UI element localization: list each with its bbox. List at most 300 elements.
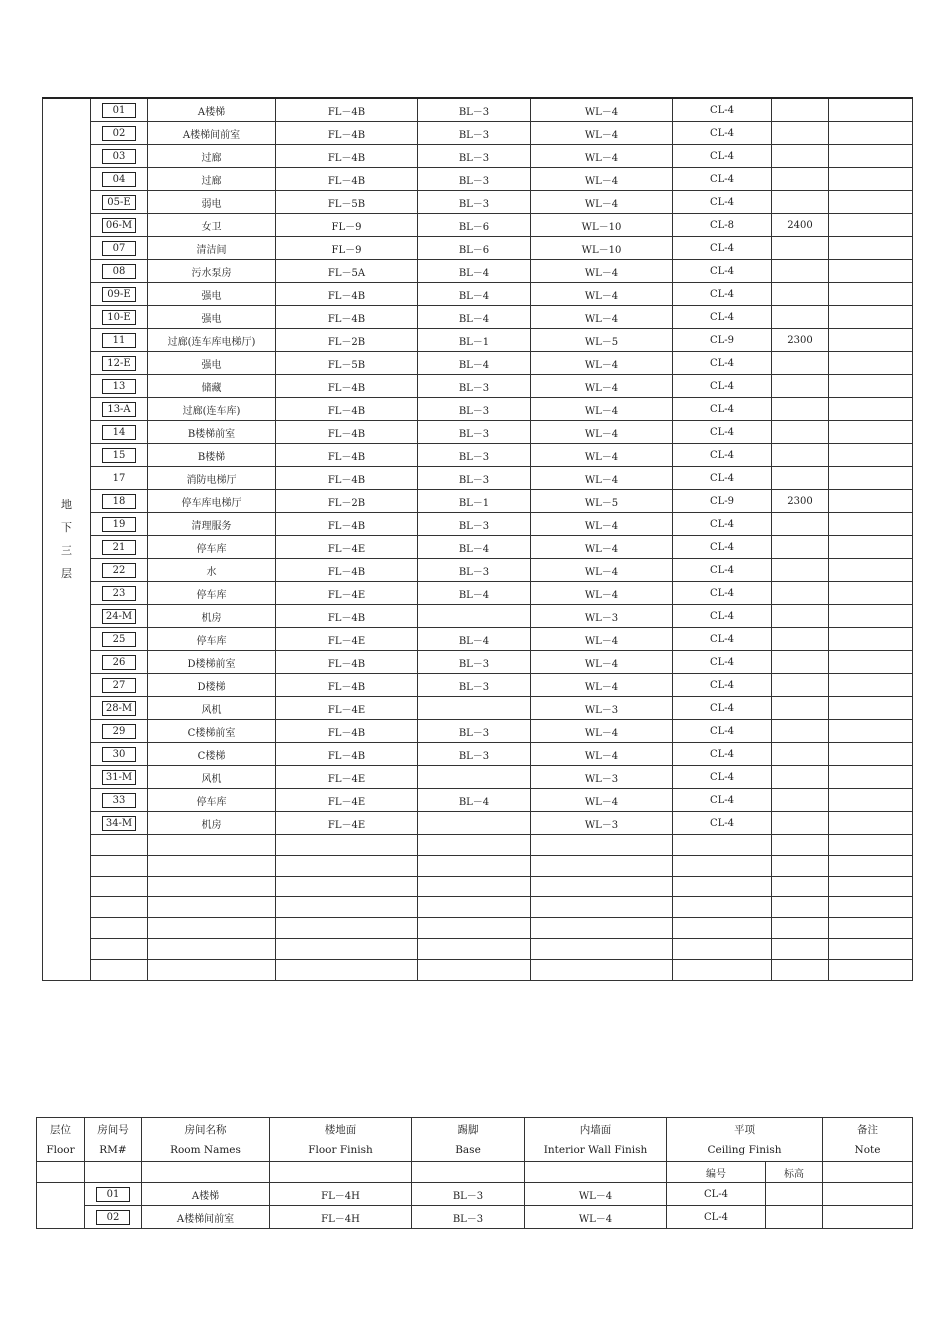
floor-finish: FL－4B	[276, 674, 418, 697]
room-number	[91, 260, 148, 283]
room-number	[91, 375, 148, 398]
table-row	[43, 329, 913, 352]
note	[829, 214, 913, 237]
table-row	[43, 490, 913, 513]
room-number-label: 11	[102, 333, 136, 348]
floor-finish: FL－2B	[276, 329, 418, 352]
base-finish: BL－4	[418, 789, 531, 812]
wall-finish: WL－4	[531, 306, 673, 329]
base-finish: BL－3	[418, 398, 531, 421]
empty-cell	[148, 897, 276, 918]
empty-cell	[91, 918, 148, 939]
ceiling-code: CL-4	[673, 375, 772, 398]
note	[829, 122, 913, 145]
table-row	[43, 812, 913, 835]
empty-cell	[673, 918, 772, 939]
note	[829, 628, 913, 651]
empty-cell	[418, 835, 531, 856]
note	[829, 191, 913, 214]
empty-cell	[772, 876, 829, 897]
ceiling-height	[772, 605, 829, 628]
note	[829, 536, 913, 559]
base-finish: BL－3	[418, 98, 531, 122]
empty-cell	[276, 876, 418, 897]
room-number-label: 27	[102, 678, 136, 693]
room-number-label: 03	[102, 149, 136, 164]
room-name: B楼梯	[148, 444, 276, 467]
wall-finish: WL－4	[531, 398, 673, 421]
room-name: 弱电	[148, 191, 276, 214]
room-number	[85, 1183, 142, 1206]
room-number	[91, 651, 148, 674]
ceiling-code: CL-4	[673, 582, 772, 605]
empty-cell	[673, 959, 772, 980]
ceiling-code: CL-4	[673, 283, 772, 306]
room-number	[91, 398, 148, 421]
note	[829, 306, 913, 329]
wall-finish: WL－3	[531, 605, 673, 628]
room-number	[91, 352, 148, 375]
ceiling-code: CL-4	[673, 628, 772, 651]
note	[829, 375, 913, 398]
base-finish	[418, 812, 531, 835]
note	[829, 283, 913, 306]
empty-cell	[418, 918, 531, 939]
room-number	[91, 490, 148, 513]
floor-finish: FL－4B	[276, 168, 418, 191]
ceiling-code: CL-4	[673, 697, 772, 720]
empty-cell	[673, 938, 772, 959]
base-finish: BL－3	[418, 145, 531, 168]
ceiling-height	[772, 559, 829, 582]
table-row-empty	[43, 959, 913, 980]
empty-cell	[673, 835, 772, 856]
note	[829, 260, 913, 283]
room-number-label: 18	[102, 494, 136, 509]
note	[829, 697, 913, 720]
floor-finish: FL－4E	[276, 789, 418, 812]
empty-cell	[148, 959, 276, 980]
table-row	[43, 674, 913, 697]
ceiling-code: CL-4	[673, 789, 772, 812]
floor-finish: FL－4E	[276, 536, 418, 559]
empty-cell	[91, 897, 148, 918]
wall-finish: WL－4	[531, 789, 673, 812]
room-number	[91, 628, 148, 651]
room-name: 储藏	[148, 375, 276, 398]
table-row	[43, 375, 913, 398]
base-finish: BL－4	[418, 283, 531, 306]
empty-cell	[91, 959, 148, 980]
empty-cell	[148, 835, 276, 856]
table-row	[43, 605, 913, 628]
base-finish: BL－3	[418, 191, 531, 214]
empty-cell	[418, 959, 531, 980]
base-finish: BL－4	[418, 352, 531, 375]
header-room-number: 房间号 RM#	[85, 1118, 142, 1162]
ceiling-height	[772, 697, 829, 720]
ceiling-height: 2300	[772, 490, 829, 513]
wall-finish: WL－10	[531, 214, 673, 237]
ceiling-height	[772, 191, 829, 214]
header-base: 踢脚 Base	[412, 1118, 525, 1162]
ceiling-code: CL-4	[673, 306, 772, 329]
room-number-label: 26	[102, 655, 136, 670]
wall-finish: WL－4	[531, 720, 673, 743]
floor-finish: FL－4E	[276, 766, 418, 789]
room-name: 风机	[148, 766, 276, 789]
floor-char: 地	[61, 498, 72, 512]
room-number	[91, 582, 148, 605]
table-row	[43, 513, 913, 536]
room-number-label: 13	[102, 379, 136, 394]
floor-finish: FL－5B	[276, 191, 418, 214]
floor-finish: FL－4B	[276, 444, 418, 467]
floor-finish: FL－4B	[276, 306, 418, 329]
ceiling-height	[772, 122, 829, 145]
header-note: 备注 Note	[823, 1118, 913, 1162]
wall-finish: WL－4	[531, 444, 673, 467]
room-number-label: 14	[102, 425, 136, 440]
floor-char: 层	[61, 567, 72, 581]
wall-finish: WL－4	[531, 743, 673, 766]
note	[829, 444, 913, 467]
room-number	[91, 605, 148, 628]
table-subheader-row	[37, 1162, 913, 1183]
floor-finish: FL－4B	[276, 651, 418, 674]
base-finish: BL－6	[418, 214, 531, 237]
note	[829, 720, 913, 743]
ceiling-code: CL-4	[673, 743, 772, 766]
table-row	[43, 191, 913, 214]
ceiling-height	[772, 582, 829, 605]
room-name: 停车库电梯厅	[148, 490, 276, 513]
wall-finish: WL－4	[531, 536, 673, 559]
ceiling-height	[772, 674, 829, 697]
note	[829, 651, 913, 674]
wall-finish: WL－4	[531, 122, 673, 145]
empty-cell	[673, 876, 772, 897]
wall-finish: WL－4	[525, 1206, 667, 1229]
wall-finish: WL－4	[525, 1183, 667, 1206]
room-name: D楼梯	[148, 674, 276, 697]
header-ceiling-finish: 平项 Ceiling Finish	[667, 1118, 823, 1162]
room-name: 过廊	[148, 168, 276, 191]
ceiling-height	[772, 536, 829, 559]
room-number	[91, 145, 148, 168]
table-row	[43, 122, 913, 145]
ceiling-height	[766, 1183, 823, 1206]
base-finish: BL－3	[418, 651, 531, 674]
note	[823, 1183, 913, 1206]
room-number	[91, 306, 148, 329]
floor-finish: FL－5B	[276, 352, 418, 375]
room-number-label: 31-M	[102, 770, 136, 785]
room-number	[91, 559, 148, 582]
table-row	[43, 214, 913, 237]
empty-cell	[531, 835, 673, 856]
base-finish: BL－3	[418, 375, 531, 398]
ceiling-height	[772, 237, 829, 260]
floor-finish: FL－4E	[276, 628, 418, 651]
floor-finish: FL－4H	[270, 1206, 412, 1229]
room-name: 清理服务	[148, 513, 276, 536]
floor-finish: FL－5A	[276, 260, 418, 283]
room-number-label: 09-E	[102, 287, 136, 302]
empty-cell	[772, 938, 829, 959]
room-name: A楼梯间前室	[142, 1206, 270, 1229]
floor-finish: FL－9	[276, 214, 418, 237]
ceiling-code: CL-9	[673, 490, 772, 513]
room-number-label: 29	[102, 724, 136, 739]
table-row	[43, 260, 913, 283]
room-name: A楼梯间前室	[148, 122, 276, 145]
base-finish: BL－1	[418, 490, 531, 513]
subheader-height: 标高	[766, 1162, 823, 1183]
base-finish: BL－3	[412, 1206, 525, 1229]
base-finish: BL－1	[418, 329, 531, 352]
empty-cell	[531, 918, 673, 939]
room-number-label: 19	[102, 517, 136, 532]
ceiling-code: CL-4	[673, 766, 772, 789]
room-number	[91, 536, 148, 559]
wall-finish: WL－4	[531, 191, 673, 214]
note	[823, 1206, 913, 1229]
ceiling-code: CL-4	[673, 674, 772, 697]
note	[829, 490, 913, 513]
room-number-label: 01	[102, 103, 136, 118]
ceiling-height	[772, 375, 829, 398]
floor-finish: FL－4B	[276, 375, 418, 398]
ceiling-code: CL-4	[673, 720, 772, 743]
finish-schedule-body	[43, 98, 913, 980]
ceiling-code: CL-4	[673, 467, 772, 490]
empty-cell	[829, 938, 913, 959]
room-name: 风机	[148, 697, 276, 720]
ceiling-height	[772, 812, 829, 835]
empty-cell	[772, 897, 829, 918]
wall-finish: WL－5	[531, 329, 673, 352]
room-number-label: 10-E	[102, 310, 136, 325]
empty-cell	[276, 918, 418, 939]
base-finish: BL－4	[418, 306, 531, 329]
ceiling-height	[772, 789, 829, 812]
room-name: 强电	[148, 283, 276, 306]
ceiling-code: CL-4	[673, 444, 772, 467]
table-row-empty	[43, 855, 913, 876]
base-finish: BL－3	[418, 122, 531, 145]
base-finish: BL－3	[418, 720, 531, 743]
empty-cell	[829, 855, 913, 876]
room-number-label: 23	[102, 586, 136, 601]
ceiling-code: CL-4	[673, 237, 772, 260]
table-row	[43, 651, 913, 674]
note	[829, 398, 913, 421]
ceiling-code: CL-4	[673, 651, 772, 674]
room-name: C楼梯	[148, 743, 276, 766]
wall-finish: WL－4	[531, 421, 673, 444]
floor-finish: FL－4B	[276, 605, 418, 628]
note	[829, 674, 913, 697]
ceiling-height: 2300	[772, 329, 829, 352]
header-floor-finish: 楼地面 Floor Finish	[270, 1118, 412, 1162]
room-name: 停车库	[148, 582, 276, 605]
room-number-label: 07	[102, 241, 136, 256]
empty-cell	[276, 835, 418, 856]
table-row-empty	[43, 938, 913, 959]
wall-finish: WL－3	[531, 812, 673, 835]
ceiling-code: CL-4	[673, 513, 772, 536]
floor-finish: FL－4B	[276, 283, 418, 306]
ceiling-height	[772, 444, 829, 467]
room-number-label: 34-M	[102, 816, 136, 831]
base-finish	[418, 605, 531, 628]
table-row	[43, 467, 913, 490]
empty-cell	[531, 876, 673, 897]
empty-cell	[829, 959, 913, 980]
wall-finish: WL－4	[531, 559, 673, 582]
room-name: 机房	[148, 605, 276, 628]
empty-cell	[148, 918, 276, 939]
ceiling-height	[772, 352, 829, 375]
room-number-label: 30	[102, 747, 136, 762]
ceiling-height	[772, 260, 829, 283]
base-finish: BL－4	[418, 582, 531, 605]
room-number	[91, 329, 148, 352]
ceiling-height	[772, 306, 829, 329]
floor-finish: FL－4B	[276, 398, 418, 421]
base-finish: BL－3	[418, 559, 531, 582]
room-name: B楼梯前室	[148, 421, 276, 444]
finish-schedule-table-next	[36, 1117, 913, 1229]
empty-cell	[673, 897, 772, 918]
floor-finish: FL－4B	[276, 513, 418, 536]
room-name: 消防电梯厅	[148, 467, 276, 490]
room-number-label: 24-M	[102, 609, 136, 624]
table-row	[43, 98, 913, 122]
room-number	[91, 720, 148, 743]
ceiling-height	[772, 651, 829, 674]
table-row	[43, 720, 913, 743]
wall-finish: WL－4	[531, 513, 673, 536]
table-row	[43, 421, 913, 444]
note	[829, 766, 913, 789]
note	[829, 559, 913, 582]
floor-label	[37, 1183, 85, 1229]
wall-finish: WL－4	[531, 375, 673, 398]
note	[829, 237, 913, 260]
empty-cell	[772, 835, 829, 856]
empty-cell	[276, 897, 418, 918]
table-header-row	[37, 1118, 913, 1162]
ceiling-height	[772, 766, 829, 789]
ceiling-height	[772, 398, 829, 421]
ceiling-code: CL-4	[673, 398, 772, 421]
base-finish: BL－4	[418, 536, 531, 559]
ceiling-height	[772, 168, 829, 191]
ceiling-code: CL-4	[673, 559, 772, 582]
wall-finish: WL－4	[531, 98, 673, 122]
base-finish: BL－3	[418, 444, 531, 467]
wall-finish: WL－3	[531, 697, 673, 720]
table-row	[43, 398, 913, 421]
note	[829, 352, 913, 375]
room-number	[91, 191, 148, 214]
floor-finish: FL－4B	[276, 122, 418, 145]
empty-cell	[91, 835, 148, 856]
ceiling-height	[772, 467, 829, 490]
room-number-label: 01	[96, 1187, 130, 1202]
room-number-label: 28-M	[102, 701, 136, 716]
floor-finish: FL－2B	[276, 490, 418, 513]
table-row	[43, 237, 913, 260]
wall-finish: WL－4	[531, 352, 673, 375]
table-row	[43, 789, 913, 812]
empty-cell	[91, 855, 148, 876]
wall-finish: WL－4	[531, 674, 673, 697]
room-number-label: 25	[102, 632, 136, 647]
ceiling-code: CL-9	[673, 329, 772, 352]
table-row-empty	[43, 876, 913, 897]
room-number	[91, 237, 148, 260]
floor-finish: FL－4B	[276, 467, 418, 490]
table-row-empty	[43, 835, 913, 856]
ceiling-height	[772, 98, 829, 122]
note	[829, 329, 913, 352]
room-name: 强电	[148, 306, 276, 329]
room-number	[91, 214, 148, 237]
table-row	[43, 352, 913, 375]
table-row	[43, 145, 913, 168]
floor-finish: FL－4E	[276, 697, 418, 720]
finish-schedule-body-next	[37, 1183, 913, 1229]
ceiling-height	[772, 145, 829, 168]
empty-cell	[772, 918, 829, 939]
finish-schedule-table-b3	[42, 97, 913, 981]
room-name: 清洁间	[148, 237, 276, 260]
wall-finish: WL－10	[531, 237, 673, 260]
note	[829, 513, 913, 536]
room-number	[91, 122, 148, 145]
ceiling-code: CL-4	[673, 421, 772, 444]
room-number	[91, 168, 148, 191]
empty-cell	[673, 855, 772, 876]
wall-finish: WL－4	[531, 651, 673, 674]
base-finish: BL－6	[418, 237, 531, 260]
empty-cell	[148, 855, 276, 876]
floor-char: 三	[61, 544, 72, 558]
room-number-label: 08	[102, 264, 136, 279]
room-number	[91, 789, 148, 812]
ceiling-code: CL-4	[667, 1183, 766, 1206]
floor-finish: FL－4B	[276, 421, 418, 444]
room-number	[91, 513, 148, 536]
room-name: D楼梯前室	[148, 651, 276, 674]
room-name: 停车库	[148, 536, 276, 559]
ceiling-height	[772, 743, 829, 766]
header-floor: 层位 Floor	[37, 1118, 85, 1162]
empty-cell	[418, 855, 531, 876]
base-finish: BL－3	[418, 421, 531, 444]
empty-cell	[772, 855, 829, 876]
base-finish: BL－4	[418, 628, 531, 651]
room-number	[91, 812, 148, 835]
empty-cell	[276, 959, 418, 980]
table-row	[43, 283, 913, 306]
ceiling-code: CL-4	[673, 122, 772, 145]
ceiling-height	[772, 628, 829, 651]
ceiling-code: CL-4	[667, 1206, 766, 1229]
